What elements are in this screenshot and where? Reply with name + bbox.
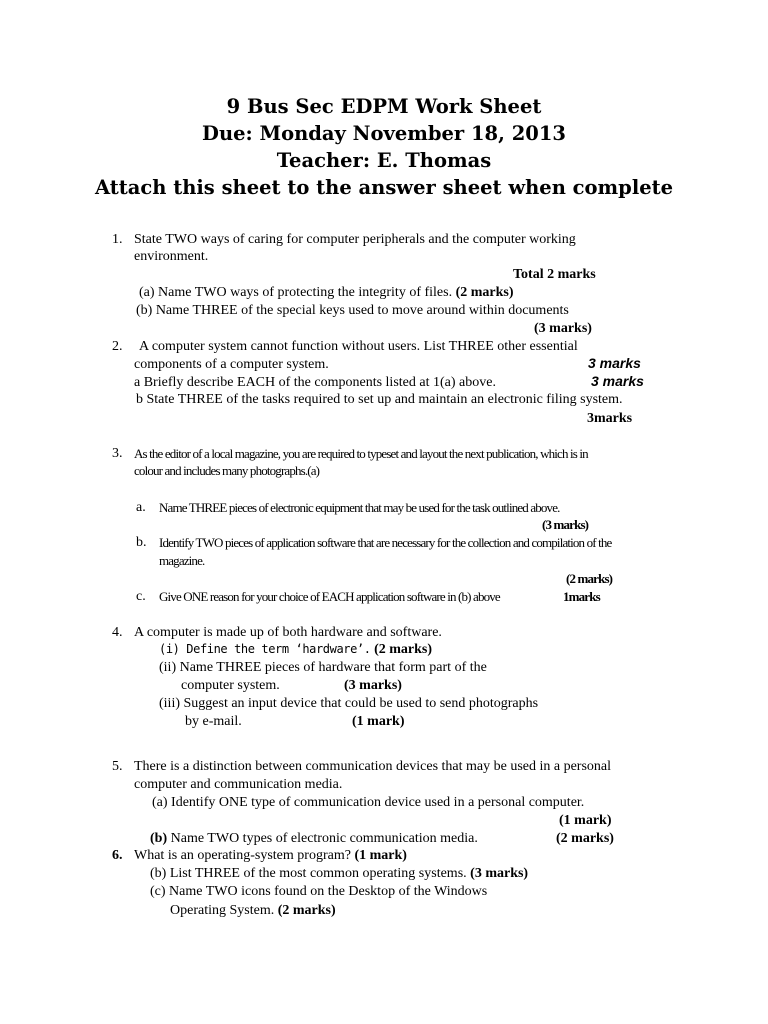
question-text: What is an operating-system program? (1 mark) [134,848,407,863]
marks-label: 3 marks [588,355,641,371]
subquestion-text: (ii) Name THREE pieces of hardware that form part of the [159,660,487,675]
question-number: 5. [112,759,123,774]
question-text: As the editor of a local magazine, you are required to typeset and layout the next publication, which is in [134,446,588,461]
marks-label: (1 mark) [352,714,405,729]
marks-label: (2 marks) [566,571,613,586]
question-text: State TWO ways of caring for computer peripherals and the computer working [134,232,576,247]
subquestion-label: b. [136,535,147,550]
question-text: There is a distinction between communication devices that may be used in a personal [134,759,612,774]
subquestion-text: (a) Identify ONE type of communication device used in a personal computer. [152,795,585,810]
question-text: colour and includes many photographs.(a) [134,463,320,478]
marks-label: (1 mark) [354,848,407,863]
marks-label: 1marks [563,589,600,604]
subquestion-text: Give ONE reason for your choice of EACH application software in (b) above [159,589,500,604]
question-number: 6. [112,848,123,863]
marks-label: (2 marks) [455,285,514,300]
marks-label: (3 marks) [534,321,592,336]
question-text: components of a computer system. [134,357,329,372]
question-text: A computer system cannot function without users. List THREE other essential [139,339,578,354]
due-date: Due: Monday November 18, 2013 [202,122,566,145]
marks-label: (2 marks) [374,642,433,657]
question-text: computer and communication media. [134,777,343,792]
subquestion-text: computer system. [181,678,280,693]
marks-label: Total 2 marks [513,267,596,282]
subquestion-text: b State THREE of the tasks required to set up and maintain an electronic filing system. [136,392,623,407]
marks-label: 3marks [587,411,633,426]
question-number: 1. [112,232,123,247]
subquestion-label: a. [136,500,146,515]
question-text: environment. [134,249,209,264]
subquestion-text: by e-mail. [185,714,242,729]
subquestion-text: (b) List THREE of the most common operating systems. (3 marks) [150,866,529,881]
subquestion-text: (c) Name TWO icons found on the Desktop of the Windows [150,884,488,899]
marks-label: 3 marks [591,373,644,389]
subquestion-text: Identify TWO pieces of application software that are necessary for the collection and compilation of the [159,535,612,550]
subquestion-text: (a) Name TWO ways of protecting the integrity of files. (2 marks) [139,285,514,300]
subquestion-text: (b) Name TWO types of electronic communication media. [150,831,478,846]
marks-label: (2 marks) [556,831,614,846]
subquestion-text: Name THREE pieces of electronic equipment that may be used for the task outlined above. [159,500,560,515]
marks-label: (2 marks) [277,903,336,918]
marks-label: (3 marks) [344,678,402,693]
question-text: A computer is made up of both hardware and software. [134,625,442,640]
subquestion-text: (b) Name THREE of the special keys used to move around within documents [136,303,569,318]
question-number: 2. [112,339,123,354]
subquestion-text: (iii) Suggest an input device that could be used to send photographs [159,696,539,711]
worksheet-title: 9 Bus Sec EDPM Work Sheet [226,95,542,118]
question-number: 3. [112,446,123,461]
subquestion-text: magazine. [159,553,205,568]
teacher-name: Teacher: E. Thomas [276,149,492,172]
marks-label: (3 marks) [470,866,529,881]
subquestion-text: (i) Define the term ‘hardware’. (2 marks) [159,642,433,657]
subquestion-text: Operating System. (2 marks) [170,903,336,918]
question-number: 4. [112,625,123,640]
subquestion-text: a Briefly describe EACH of the components listed at 1(a) above. [134,375,496,390]
marks-label: (3 marks) [542,517,589,532]
attach-instruction: Attach this sheet to the answer sheet when complete [94,176,674,199]
subquestion-label: c. [136,589,146,604]
marks-label: (1 mark) [559,813,612,828]
